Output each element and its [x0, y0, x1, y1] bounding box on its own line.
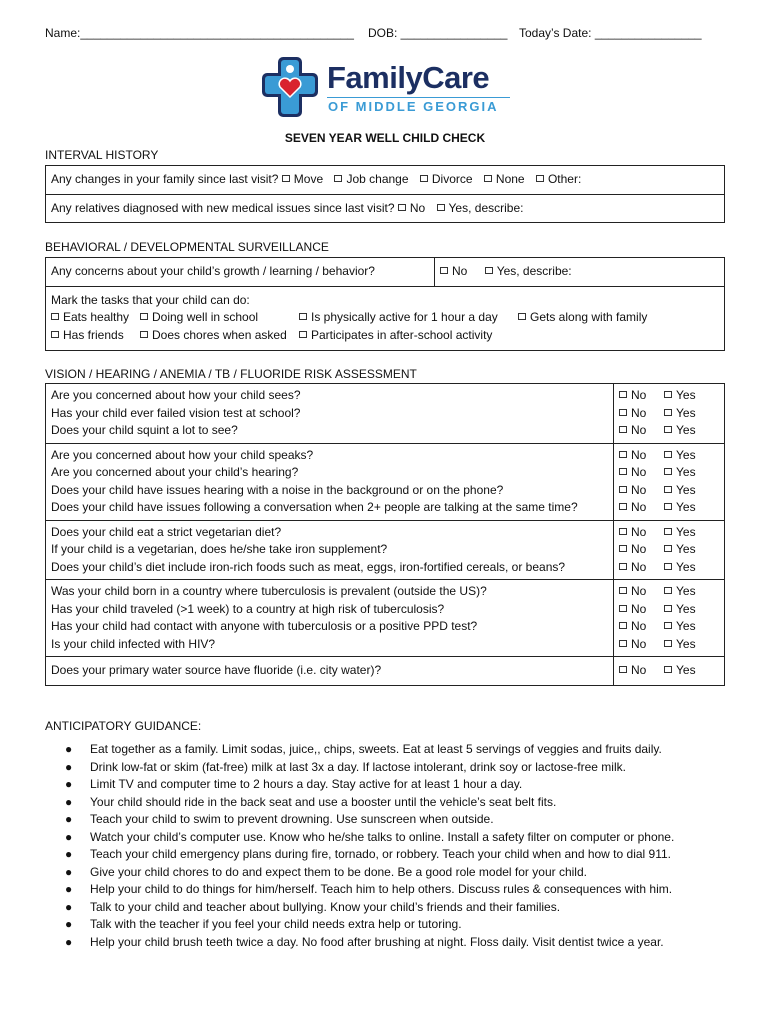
- risk-question: Was your child born in a country where tuberculosis is prevalent (outside the US)?: [51, 584, 487, 598]
- option-no[interactable]: No: [619, 405, 664, 423]
- option-yes[interactable]: Yes: [664, 422, 696, 440]
- option-no[interactable]: No: [619, 618, 664, 636]
- list-item: ● Teach your child to swim to prevent drowning. Use sunscreen when outside.: [65, 812, 494, 826]
- task-has-friends[interactable]: Has friends: [51, 327, 124, 345]
- checkbox[interactable]: [664, 468, 672, 475]
- option-no[interactable]: No: [619, 422, 664, 440]
- guidance-list: [45, 741, 735, 951]
- risk-assessment-table: [45, 383, 725, 686]
- checkbox[interactable]: [619, 451, 627, 458]
- risk-question: Does your child squint a lot to see?: [51, 423, 238, 437]
- risk-question: Has your child ever failed vision test at school?: [51, 405, 301, 420]
- checkbox[interactable]: [334, 175, 342, 182]
- option-yes[interactable]: Yes: [664, 387, 696, 405]
- interval-history-table: [45, 165, 725, 223]
- behavioral-heading: BEHAVIORAL / DEVELOPMENTAL SURVEILLANCE: [45, 240, 329, 254]
- list-item: ● Drink low-fat or skim (fat-free) milk at last 3x a day. If lactose intolerant, drink soy or lactose-free milk.: [65, 759, 626, 774]
- risk-question: Are you concerned about how your child sees?: [51, 388, 301, 402]
- risk-question: If your child is a vegetarian, does he/she take iron supplement?: [51, 542, 388, 556]
- list-item: ● Limit TV and computer time to 2 hours a day. Stay active for at least 1 hour a day.: [65, 777, 523, 791]
- checkbox[interactable]: [440, 267, 448, 274]
- task-does-chores[interactable]: Does chores when asked: [140, 327, 287, 345]
- checkbox[interactable]: [484, 175, 492, 182]
- checkbox[interactable]: [664, 587, 672, 594]
- patient-header: [45, 26, 725, 40]
- checkbox[interactable]: [140, 331, 148, 338]
- checkbox[interactable]: [664, 563, 672, 570]
- checkbox[interactable]: [282, 175, 290, 182]
- checkbox[interactable]: [485, 267, 493, 274]
- tasks-label: Mark the tasks that your child can do:: [51, 292, 250, 307]
- option-yes[interactable]: Yes: [664, 447, 696, 465]
- list-item: ● Your child should ride in the back seat and use a booster until the vehicle’s seat belt fits.: [65, 794, 557, 809]
- option-other[interactable]: Other:: [536, 172, 581, 186]
- list-item: ● Watch your child’s computer use. Know who he/she talks to online. Install a safety filter on computer or phone.: [65, 829, 675, 844]
- option-yes[interactable]: Yes: [664, 482, 696, 500]
- risk-question: Are you concerned about how your child speaks?: [51, 447, 314, 462]
- name-field[interactable]: Name:_________________________________________: [45, 26, 354, 40]
- checkbox[interactable]: [619, 426, 627, 433]
- anticipatory-guidance-heading: ANTICIPATORY GUIDANCE:: [45, 719, 202, 733]
- list-item: ● Help your child to do things for him/herself. Teach him to help others. Discuss rules & consequences with him.: [65, 882, 673, 896]
- checkbox[interactable]: [299, 331, 307, 338]
- checkbox[interactable]: [619, 468, 627, 475]
- behavioral-q1: Any concerns about your child’s growth / learning / behavior?: [51, 264, 375, 278]
- risk-question: Does your primary water source have fluoride (i.e. city water)?: [51, 663, 382, 677]
- option-no[interactable]: No: [619, 559, 664, 577]
- checkbox[interactable]: [664, 503, 672, 510]
- option-no[interactable]: No: [619, 499, 664, 517]
- list-item: ● Help your child brush teeth twice a day. No food after brushing at night. Floss daily. Visit dentist twice a year.: [65, 934, 664, 949]
- option-no[interactable]: No: [619, 583, 664, 601]
- option-yes[interactable]: Yes: [664, 405, 696, 423]
- risk-group-hearing: [46, 443, 725, 520]
- option-yes[interactable]: Yes: [664, 583, 696, 601]
- checkbox[interactable]: [619, 587, 627, 594]
- option-yes[interactable]: Yes: [664, 541, 696, 559]
- list-item: ● Eat together as a family. Limit sodas, juice,, chips, sweets. Eat at least 5 servings of veggies and fruits daily.: [65, 742, 662, 756]
- checkbox[interactable]: [420, 175, 428, 182]
- list-item: ● Teach your child emergency plans during fire, tornado, or robbery. Teach your child when and how to dial 911.: [65, 847, 672, 861]
- option-no[interactable]: No: [619, 482, 664, 500]
- option-yes[interactable]: Yes: [664, 601, 696, 619]
- familycare-logo: [262, 57, 522, 119]
- task-eats-healthy[interactable]: Eats healthy: [51, 309, 129, 327]
- option-yes[interactable]: Yes: [664, 464, 696, 482]
- option-no[interactable]: No: [619, 387, 664, 405]
- option-job-change[interactable]: Job change: [334, 172, 408, 186]
- list-item: ● Talk with the teacher if you feel your child needs extra help or tutoring.: [65, 917, 462, 931]
- risk-question: Are you concerned about your child’s hearing?: [51, 465, 299, 479]
- option-no[interactable]: No: [619, 601, 664, 619]
- checkbox[interactable]: [664, 391, 672, 398]
- option-none[interactable]: None: [484, 172, 525, 186]
- list-item: ● Give your child chores to do and expect them to be done. Be a good role model for your child.: [65, 864, 587, 879]
- task-after-school-activity[interactable]: Participates in after-school activity: [299, 327, 492, 345]
- option-no[interactable]: No: [440, 264, 467, 278]
- todays-date-field[interactable]: Today’s Date: ________________: [519, 26, 702, 40]
- option-divorce[interactable]: Divorce: [420, 172, 473, 186]
- task-physically-active[interactable]: Is physically active for 1 hour a day: [299, 309, 498, 327]
- checkbox[interactable]: [664, 622, 672, 629]
- task-gets-along-family[interactable]: Gets along with family: [518, 309, 647, 327]
- risk-group-vision: [46, 384, 725, 444]
- checkbox[interactable]: [619, 605, 627, 612]
- option-no[interactable]: No: [619, 524, 664, 542]
- checkbox[interactable]: [619, 545, 627, 552]
- form-title: SEVEN YEAR WELL CHILD CHECK: [284, 131, 486, 145]
- interval-history-heading: INTERVAL HISTORY: [45, 148, 159, 162]
- risk-group-anemia: [46, 520, 725, 580]
- option-yes[interactable]: Yes: [664, 524, 696, 542]
- risk-question: Does your child have issues hearing with a noise in the background or on the phone?: [51, 482, 504, 497]
- option-no[interactable]: No: [398, 201, 425, 215]
- list-item: ● Talk to your child and teacher about bullying. Know your child’s friends and their families.: [65, 899, 561, 914]
- checkbox[interactable]: [619, 503, 627, 510]
- option-no[interactable]: No: [619, 464, 664, 482]
- risk-group-tb: [46, 580, 725, 657]
- checkbox[interactable]: [664, 409, 672, 416]
- interval-q1: Any changes in your family since last visit?: [51, 172, 279, 186]
- risk-group-fluoride: [46, 657, 725, 686]
- checkbox[interactable]: [619, 528, 627, 535]
- checkbox[interactable]: [619, 391, 627, 398]
- dob-field[interactable]: DOB: ________________: [368, 26, 508, 40]
- option-no[interactable]: No: [619, 541, 664, 559]
- checkbox[interactable]: [664, 640, 672, 647]
- option-yes[interactable]: Yes: [664, 559, 696, 577]
- checkbox[interactable]: [140, 313, 148, 320]
- option-yes[interactable]: Yes: [664, 636, 696, 654]
- risk-question: Is your child infected with HIV?: [51, 636, 216, 651]
- checkbox[interactable]: [619, 640, 627, 647]
- checkbox[interactable]: [437, 204, 445, 211]
- option-yes[interactable]: Yes: [664, 499, 696, 517]
- option-no[interactable]: No: [619, 447, 664, 465]
- checkbox[interactable]: [664, 451, 672, 458]
- option-yes[interactable]: Yes: [664, 618, 696, 636]
- checkbox[interactable]: [619, 486, 627, 493]
- behavioral-table: [45, 257, 725, 351]
- logo-divider: [327, 97, 510, 98]
- option-yes-describe[interactable]: Yes, describe:: [437, 201, 524, 215]
- risk-question: Has your child had contact with anyone with tuberculosis or a positive PPD test?: [51, 619, 478, 633]
- checkbox[interactable]: [619, 622, 627, 629]
- option-no[interactable]: No: [619, 636, 664, 654]
- risk-question: Does your child eat a strict vegetarian diet?: [51, 524, 282, 539]
- checkbox[interactable]: [51, 313, 59, 320]
- cross-heart-icon: [262, 57, 322, 119]
- risk-assessment-heading: VISION / HEARING / ANEMIA / TB / FLUORIDE RISK ASSESSMENT: [45, 367, 417, 381]
- checkbox[interactable]: [51, 331, 59, 338]
- checkbox[interactable]: [664, 666, 672, 673]
- option-yes[interactable]: Yes: [664, 662, 696, 680]
- checkbox[interactable]: [664, 486, 672, 493]
- checkbox[interactable]: [619, 666, 627, 673]
- risk-question: Does your child have issues following a conversation when 2+ people are talking at the same time?: [51, 500, 578, 514]
- risk-question: Has your child traveled (>1 week) to a country at high risk of tuberculosis?: [51, 601, 445, 616]
- checkbox[interactable]: [536, 175, 544, 182]
- checkbox[interactable]: [518, 313, 526, 320]
- checkbox[interactable]: [664, 605, 672, 612]
- option-move[interactable]: Move: [282, 172, 323, 186]
- interval-q2: Any relatives diagnosed with new medical issues since last visit?: [51, 200, 395, 215]
- option-no[interactable]: No: [619, 662, 664, 680]
- logo-subtitle: OF MIDDLE GEORGIA: [328, 99, 499, 114]
- checkbox[interactable]: [619, 409, 627, 416]
- checkbox[interactable]: [664, 545, 672, 552]
- checkbox[interactable]: [619, 563, 627, 570]
- task-doing-well-school[interactable]: Doing well in school: [140, 309, 258, 327]
- checkbox[interactable]: [664, 426, 672, 433]
- risk-question: Does your child’s diet include iron-rich foods such as meat, eggs, iron-fortified cereals, or beans?: [51, 559, 566, 574]
- logo-name: FamilyCare: [327, 60, 490, 95]
- checkbox[interactable]: [664, 528, 672, 535]
- option-yes-describe[interactable]: Yes, describe:: [485, 264, 572, 278]
- checkbox[interactable]: [299, 313, 307, 320]
- checkbox[interactable]: [398, 204, 406, 211]
